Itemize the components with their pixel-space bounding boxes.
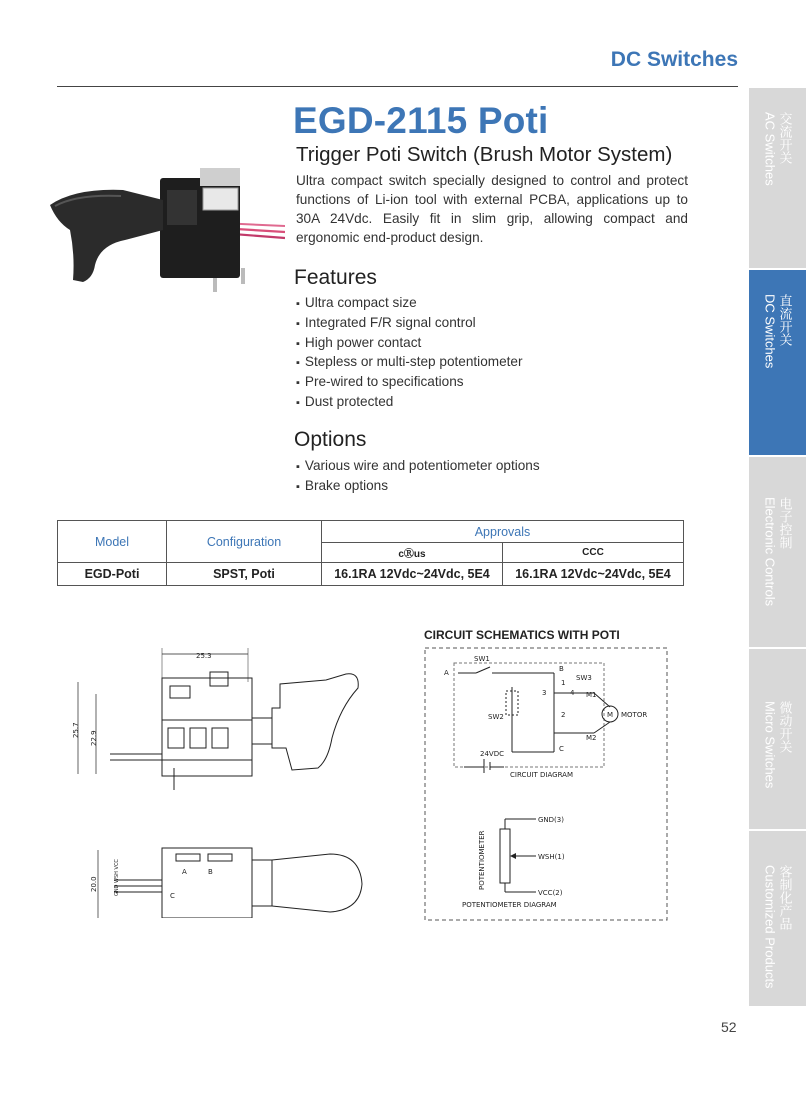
label-circuit-diagram: CIRCUIT DIAGRAM [510,771,573,779]
list-item: ▪ High power contact [296,334,523,354]
tab-label-en: Micro Switches [762,701,778,789]
label-pot-diagram: POTENTIOMETER DIAGRAM [462,901,557,909]
tab-customized-products[interactable] [749,831,806,1006]
features-heading: Features [294,266,377,289]
cell-config: SPST, Poti [167,563,322,586]
list-item: ▪ Stepless or multi-step potentiometer [296,353,523,373]
dim-height-2: 22.9 [90,730,98,746]
tab-label-en: Electronic Controls [762,497,778,607]
label-a: A [444,669,449,677]
label-m: M [607,711,614,719]
label-4: 4 [570,689,575,697]
dim-term-c: C [170,892,175,900]
tab-label-en: Customized Products [762,865,778,989]
cell-approval-2: 16.1RA 12Vdc~24Vdc, 5E4 [503,563,684,586]
dim-wires: GND WSH VCC [114,859,120,896]
list-item: ▪ Pre-wired to specifications [296,373,523,393]
product-subtitle: Trigger Poti Switch (Brush Motor System) [296,143,673,166]
tab-label-cn: 直流开关 [777,294,793,346]
tab-micro-switches[interactable] [749,649,806,829]
label-3: 3 [542,689,547,697]
list-item: ▪ Integrated F/R signal control [296,314,523,334]
schematic-title: CIRCUIT SCHEMATICS WITH POTI [424,628,620,642]
col-model: Model [58,521,167,563]
dim-width: 25.3 [196,652,212,660]
label-gnd: GND(3) [538,816,564,824]
tab-label-cn: 交流开关 [777,112,793,164]
ul-mark: cⓇus [322,543,503,563]
tab-label-cn: 微动开关 [777,701,793,753]
dimension-drawings [70,648,380,918]
col-approvals: Approvals [322,521,684,543]
label-wsh: WSH(1) [538,853,565,861]
label-potentiometer: POTENTIOMETER [478,830,486,890]
section-title: DC Switches [610,48,738,71]
label-m1: M1 [586,691,597,699]
label-24vdc: 24VDC [480,750,504,758]
label-b: B [559,665,564,673]
product-title: EGD-2115 Poti [293,100,549,141]
dim-term-a: A [182,868,187,876]
label-c: C [559,745,564,753]
dim-height-3: 20.0 [90,876,98,892]
table-row [58,563,684,586]
label-sw1: SW1 [474,655,490,663]
spec-table [57,520,684,586]
list-item: ▪ Brake options [296,477,540,497]
label-motor: MOTOR [621,711,648,719]
header-rule [57,86,738,87]
list-item: ▪ Dust protected [296,393,523,413]
list-item: ▪ Ultra compact size [296,294,523,314]
dim-height-1: 25.7 [72,722,80,738]
options-list [296,457,540,497]
list-item: ▪ Various wire and potentiometer options [296,457,540,477]
label-m2: M2 [586,734,597,742]
ccc-mark: CCC [503,543,684,563]
tab-label-cn: 电子控制 [777,497,793,549]
tab-ac-switches[interactable] [749,88,806,268]
tab-electronic-controls[interactable] [749,457,806,647]
features-list [296,294,523,413]
cell-approval-1: 16.1RA 12Vdc~24Vdc, 5E4 [322,563,503,586]
label-sw3: SW3 [576,674,592,682]
product-description: Ultra compact switch specially designed to control and protect functions of Li-ion tool with external PCBA, applications up to 30A 24Vdc. Easily fit in slim grip, allowing compact and ergonomic end-product design. [296,173,688,245]
tab-label-en: DC Switches [762,294,778,369]
label-sw2: SW2 [488,713,504,721]
tab-label-cn: 客制化产品 [777,865,793,930]
label-2: 2 [561,711,566,719]
product-photo [45,160,285,300]
tab-dc-switches[interactable] [749,270,806,455]
tab-label-en: AC Switches [762,112,778,186]
col-configuration: Configuration [167,521,322,563]
cell-model: EGD-Poti [58,563,167,586]
dim-term-b: B [208,868,213,876]
label-vcc: VCC(2) [538,889,563,897]
label-1: 1 [561,679,566,687]
circuit-schematic [424,647,668,922]
options-heading: Options [294,428,367,451]
page-number: 52 [721,1019,737,1035]
